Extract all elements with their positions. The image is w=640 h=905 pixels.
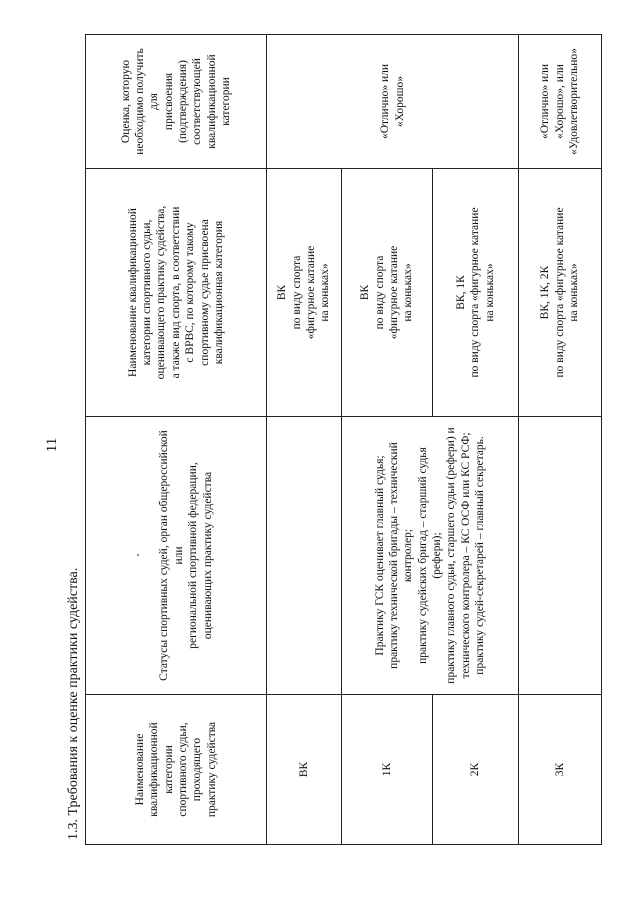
required-grade-value: «Отлично» или «Хорошо», или «Удовлетворительно» — [539, 48, 581, 155]
header-cell-required-grade — [86, 35, 267, 169]
table-row — [519, 35, 602, 845]
category-value: 2К — [469, 762, 482, 777]
assessor-category-value: ВК по виду спорта «фигурное катание на коньках» — [276, 245, 332, 340]
header-cell-assessor-category — [86, 169, 267, 417]
assessor-category-cell — [342, 169, 433, 417]
category-cell — [342, 695, 433, 845]
header-assessor-category-text: Наименование квалификационной категории спортивного судьи, оценивающего практику судейства, а также вид спорта, в соответствии с ВРВС, по которому такому спортивному судье присвоена квалификационная категория — [126, 205, 225, 380]
assessor-category-cell — [433, 169, 519, 417]
statuses-cell — [342, 417, 519, 695]
category-value: 1К — [380, 762, 393, 777]
category-cell — [267, 695, 342, 845]
assessor-category-cell — [267, 169, 342, 417]
table-row — [267, 35, 342, 845]
scan-speck — [137, 555, 139, 557]
header-category-text: Наименование квалификационной категории спортивного судьи, проходящего практику судейства — [133, 721, 218, 818]
header-required-grade-text: Оценка, которую необходимо получить для присвоения (подтверждения) соответствующей квалификационной категории — [119, 48, 233, 155]
assessor-category-value: ВК, 1К, 2К по виду спорта «фигурное катание на коньках» — [539, 207, 581, 378]
required-grade-value: «Отлично» или «Хорошо» — [379, 63, 406, 140]
statuses-cell-empty — [519, 417, 602, 695]
section-heading: 1.3. Требования к оценке практики судейства. — [66, 567, 81, 840]
category-value: ВК — [297, 761, 310, 778]
table-header-row — [86, 35, 267, 845]
category-cell — [433, 695, 519, 845]
assessor-category-cell — [519, 169, 602, 417]
category-cell — [519, 695, 602, 845]
header-cell-statuses — [86, 417, 267, 695]
assessor-category-value: ВК по виду спорта «фигурное катание на коньках» — [359, 245, 415, 340]
header-cell-category — [86, 695, 267, 845]
statuses-value: Практику ГСК оценивает главный судья; практику технической бригады – технический контролер; практику судейских бригад – старший судья (рефери); практику главного судьи, старшего судьи (рефери) и технического контролера – КС ОСФ или КС РСФ; практику судей-секретарей – главный секретарь. — [373, 427, 487, 684]
judging-practice-table — [85, 34, 602, 845]
required-grade-cell — [267, 35, 519, 169]
category-value: 3К — [553, 762, 566, 777]
statuses-cell-empty — [267, 417, 342, 695]
assessor-category-value: ВК, 1К по виду спорта «фигурное катание на коньках» — [454, 207, 496, 378]
required-grade-cell — [519, 35, 602, 169]
header-statuses-text: Статусы спортивных судей, орган общероссийской или региональной спортивной федерации, оценивающих практику судейства — [158, 430, 214, 681]
page-number: 11 — [44, 437, 60, 453]
